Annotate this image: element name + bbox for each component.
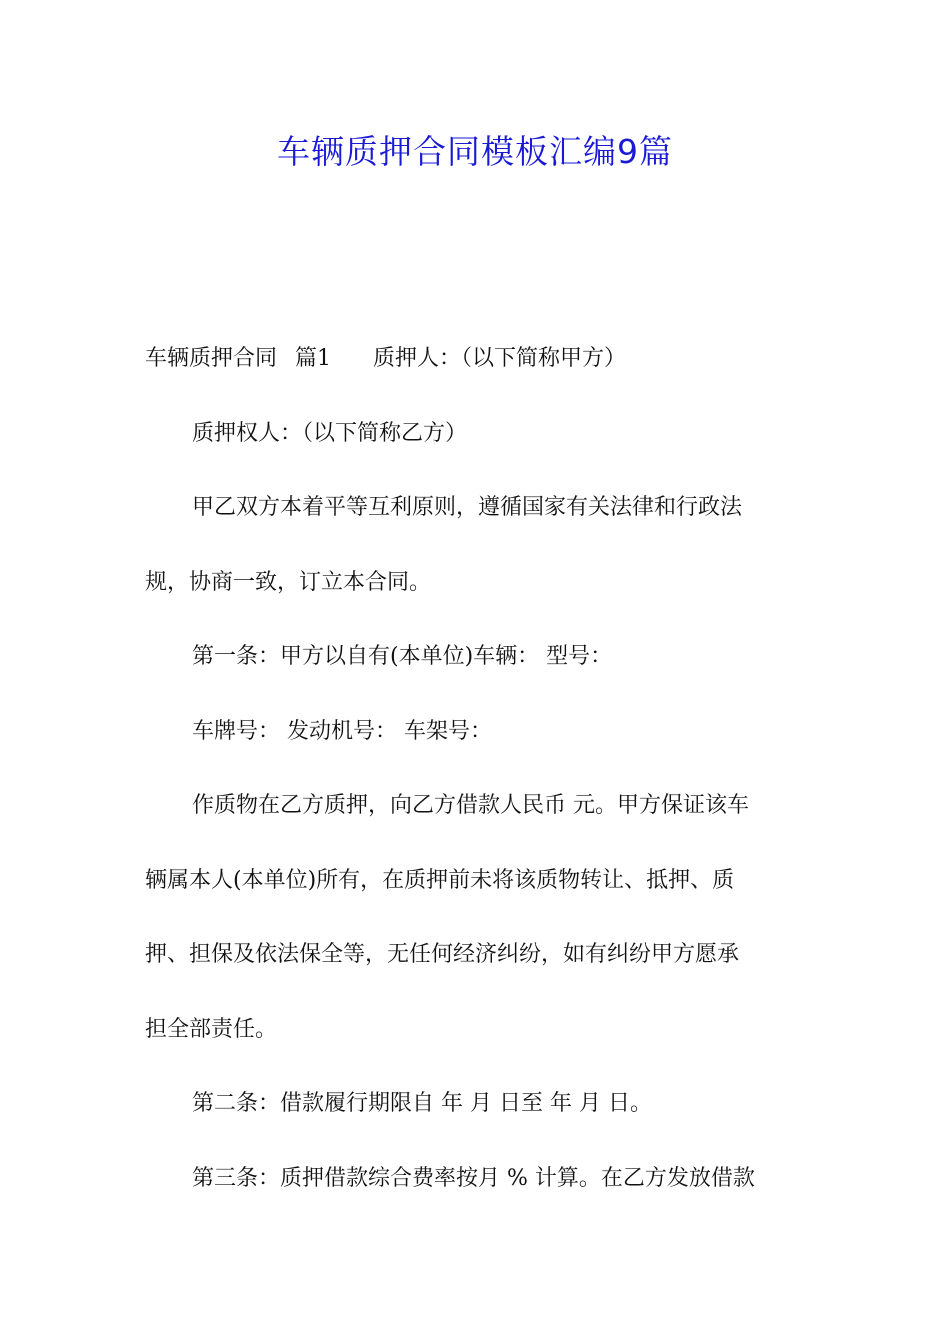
paragraph-line: 作质物在乙方质押，向乙方借款人民币 元。甲方保证该车 [192, 793, 749, 818]
paragraph-line: 第一条：甲方以自有(本单位)车辆： 型号： [192, 644, 613, 669]
paragraph-line: 辆属本人(本单位)所有，在质押前未将该质物转让、抵押、质 [145, 867, 735, 893]
contract-body [145, 333, 815, 1227]
paragraph-line: 车牌号： 发动机号： 车架号： [192, 718, 492, 744]
contract-heading-line [145, 333, 815, 408]
paragraph-line: 甲乙双方本着平等互利原则，遵循国家有关法律和行政法 [192, 495, 743, 520]
paragraph-line: 质押权人：（以下简称乙方） [192, 420, 468, 446]
paragraph-line: 第三条：质押借款综合费率按月 % 计算。在乙方发放借款 [192, 1165, 755, 1191]
pledgor-label: 质押人：（以下简称甲方） [373, 346, 627, 371]
section-number: 篇1 [295, 346, 332, 371]
paragraph-line: 押、担保及依法保全等，无任何经济纠纷，如有纠纷甲方愿承 [145, 942, 740, 967]
paragraph-line: 担全部责任。 [145, 1016, 278, 1042]
paragraph-line: 第二条：借款履行期限自 年 月 日至 年 月 日。 [192, 1091, 652, 1116]
document-title: 车辆质押合同模板汇编9篇 [277, 132, 673, 171]
paragraph-line: 规，协商一致，订立本合同。 [145, 569, 432, 595]
contract-name: 车辆质押合同 [145, 346, 278, 371]
